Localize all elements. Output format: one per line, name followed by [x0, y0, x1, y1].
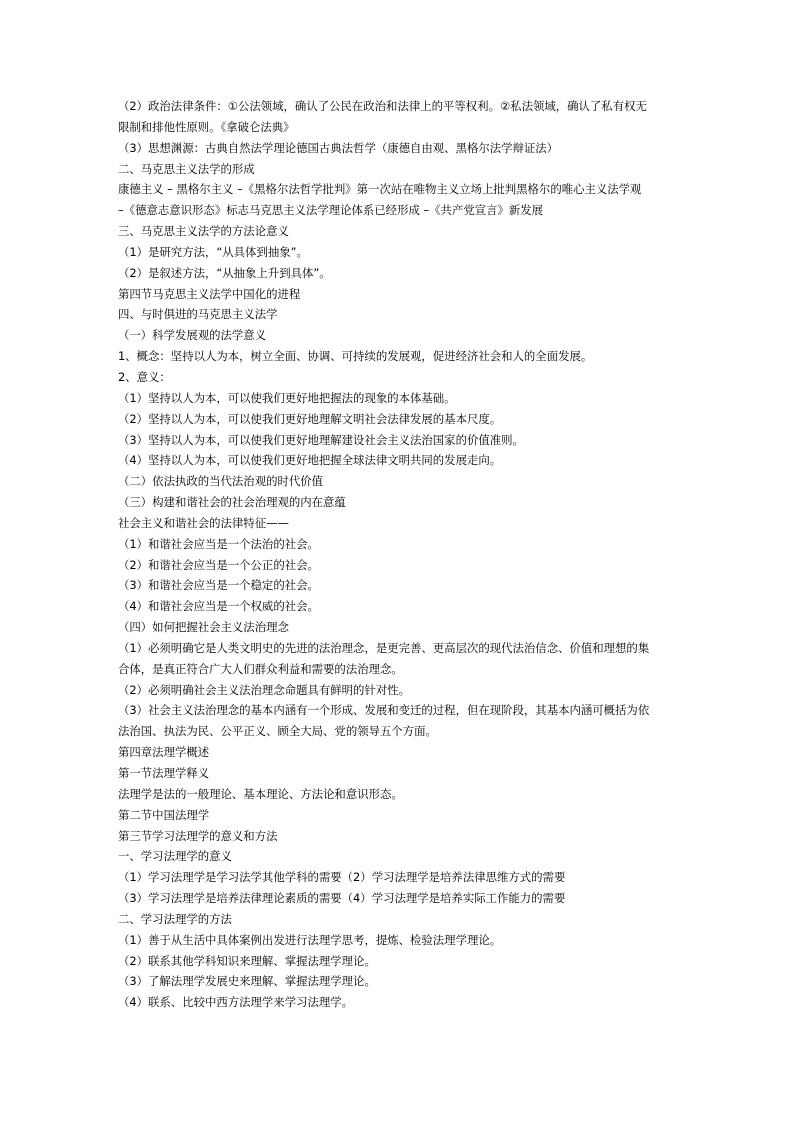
subsection-heading: （三）构建和谐社会的社会治理观的内在意蕴	[118, 495, 346, 510]
list-item: （4）联系、比较中西方法理学来学习法理学。	[118, 995, 354, 1010]
text-line: 合体，是真正符合广大人们群众利益和需要的法治理念。	[118, 661, 403, 676]
text-line: （3）思想渊源：古典自然法学理论德国古典法哲学（康德自由观、黑格尔法学辩证法）	[118, 140, 559, 155]
text-line: （2）政治法律条件：①公法领域，确认了公民在政治和法律上的平等权利。②私法领域，确认了私有权无	[118, 99, 647, 113]
section-heading: 四、与时俱进的马克思主义法学	[118, 307, 278, 322]
section-heading: 第四节马克思主义法学中国化的进程	[118, 286, 301, 301]
section-heading: 第二节中国法理学	[118, 807, 210, 822]
list-item: （2）联系其他学科知识来理解、掌握法理学理论。	[118, 953, 376, 968]
section-heading: 二、学习法理学的方法	[118, 911, 232, 926]
list-item: （2）和谐社会应当是一个公正的社会。	[118, 557, 319, 572]
list-item: （3）学习法理学是培养法律理论素质的需要（4）学习法理学是培养实际工作能力的需要	[118, 891, 566, 906]
text-line: –《德意志意识形态》标志马克思主义法学理论体系已经形成 –《共产党宣言》新发展	[118, 203, 544, 218]
text-line: （2）是叙述方法，“从抽象上升到具体”。	[118, 265, 331, 280]
list-item: （4）和谐社会应当是一个权威的社会。	[118, 599, 319, 614]
list-item: （1）和谐社会应当是一个法治的社会。	[118, 536, 319, 551]
list-item: （1）善于从生活中具体案例出发进行法理学思考，提炼、检验法理学理论。	[118, 932, 502, 947]
section-heading: 一、学习法理学的意义	[118, 849, 232, 864]
text-line: （1）必须明确它是人类文明史的先进的法治理念，是更完善、更高层次的现代法治信念、价值和理想的集	[118, 640, 650, 655]
text-line: （3）社会主义法治理念的基本内涵有一个形成、发展和变迁的过程，但在现阶段，其基本内涵可概括为依	[118, 703, 650, 718]
text-line: 1、概念：坚持以人为本，树立全面、协调、可持续的发展观，促进经济社会和人的全面发展。	[118, 349, 593, 364]
section-heading: 第一节法理学释义	[118, 766, 210, 780]
subsection-heading: （一）科学发展观的法学意义	[118, 328, 267, 343]
list-item: （1）学习法理学是学习法学其他学科的需要（2）学习法理学是培养法律思维方式的需要	[118, 870, 566, 885]
text-line: 2、意义：	[118, 369, 171, 384]
text-line: （2）必须明确社会主义法治理念命题具有鲜明的针对性。	[118, 682, 411, 697]
section-heading: 第三节学习法理学的意义和方法	[118, 828, 278, 843]
list-item: （3）坚持以人为本，可以使我们更好地理解建设社会主义法治国家的价值准则。	[118, 432, 524, 447]
text-line: 法理学是法的一般理论、基本理论、方法论和意识形态。	[118, 786, 403, 801]
text-line: 社会主义和谐社会的法律特征——	[118, 515, 289, 530]
section-heading: 二、马克思主义法学的形成	[118, 161, 255, 176]
list-item: （2）坚持以人为本，可以使我们更好地理解文明社会法律发展的基本尺度。	[118, 411, 502, 426]
section-heading: 三、马克思主义法学的方法论意义	[118, 224, 289, 239]
list-item: （4）坚持以人为本，可以使我们更好地把握全球法律文明共同的发展走向。	[118, 453, 502, 468]
subsection-heading: （二）依法执政的当代法治观的时代价值	[118, 474, 324, 489]
subsection-heading: （四）如何把握社会主义法治理念	[118, 620, 289, 635]
chapter-heading: 第四章法理学概述	[118, 745, 210, 760]
text-line: （1）是研究方法，“从具体到抽象”。	[118, 244, 308, 259]
list-item: （3）了解法理学发展史来理解、掌握法理学理论。	[118, 974, 376, 989]
text-line: 限制和排他性原则。《拿破仑法典》	[118, 119, 295, 134]
list-item: （3）和谐社会应当是一个稳定的社会。	[118, 578, 319, 593]
list-item: （1）坚持以人为本，可以使我们更好地把握法的现象的本体基础。	[118, 390, 456, 405]
document-page	[118, 96, 683, 1013]
text-line: 法治国、执法为民、公平正义、顾全大局、党的领导五个方面。	[118, 724, 437, 739]
text-line: 康德主义 – 黑格尔主义 –《黑格尔法哲学批判》第一次站在唯物主义立场上批判黑格尔的唯心主义法学观	[118, 182, 642, 197]
